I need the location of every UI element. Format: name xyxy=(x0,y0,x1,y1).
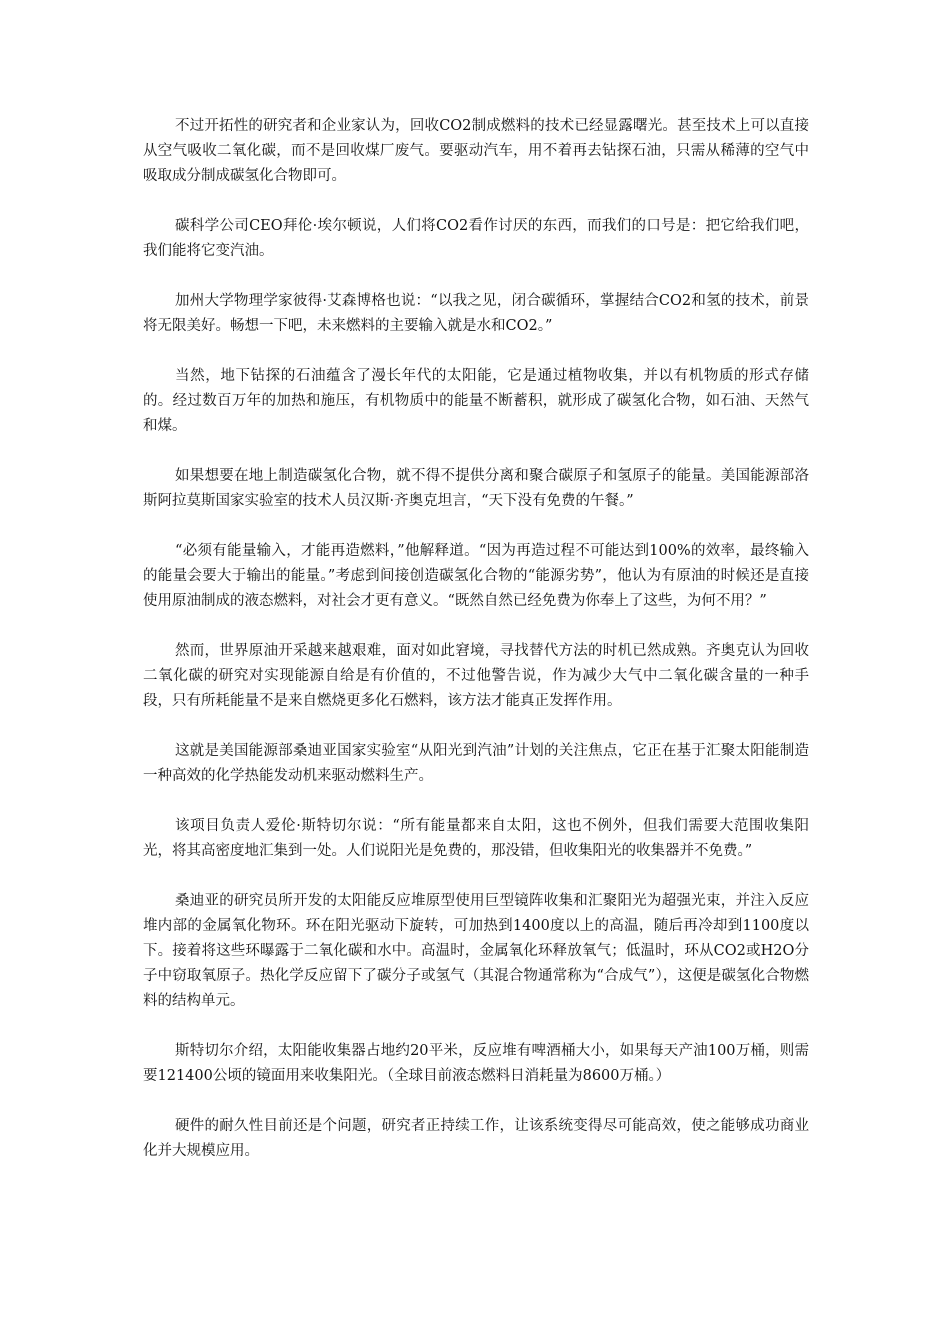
paragraph-2: 碳科学公司CEO拜伦·埃尔顿说，人们将CO2看作讨厌的东西，而我们的口号是：把它给我们吧，我们能将它变汽油。 xyxy=(143,218,809,259)
paragraph-7: 然而，世界原油开采越来越艰难，面对如此窘境，寻找替代方法的时机已然成熟。齐奥克认为回收二氧化碳的研究对实现能源自给是有价值的，不过他警告说，作为减少大气中二氧化碳含量的一种手段，只有所耗能量不是来自燃烧更多化石燃料，该方法才能真正发挥作用。 xyxy=(143,643,809,709)
paragraph-12: 硬件的耐久性目前还是个问题，研究者正持续工作，让该系统变得尽可能高效，使之能够成功商业化并大规模应用。 xyxy=(143,1118,809,1159)
paragraph-1: 不过开拓性的研究者和企业家认为，回收CO2制成燃料的技术已经显露曙光。甚至技术上可以直接从空气吸收二氧化碳，而不是回收煤厂废气。要驱动汽车，用不着再去钻探石油，只需从稀薄的空气中吸取成分制成碳氢化合物即可。 xyxy=(143,118,809,184)
paragraph-9: 该项目负责人爱伦·斯特切尔说：“所有能量都来自太阳，这也不例外，但我们需要大范围收集阳光，将其高密度地汇集到一处。人们说阳光是免费的，那没错，但收集阳光的收集器并不免费。” xyxy=(143,818,809,859)
paragraph-4: 当然，地下钻探的石油蕴含了漫长年代的太阳能，它是通过植物收集，并以有机物质的形式存储的。经过数百万年的加热和施压，有机物质中的能量不断蓄积，就形成了碳氢化合物，如石油、天然气和煤。 xyxy=(143,368,809,434)
paragraph-11: 斯特切尔介绍，太阳能收集器占地约20平米，反应堆有啤酒桶大小，如果每天产油100万桶，则需要121400公顷的镜面用来收集阳光。（全球目前液态燃料日消耗量为8600万桶。） xyxy=(143,1043,809,1084)
paragraph-10: 桑迪亚的研究员所开发的太阳能反应堆原型使用巨型镜阵收集和汇聚阳光为超强光束，并注入反应堆内部的金属氧化物环。环在阳光驱动下旋转，可加热到1400度以上的高温，随后再冷却到1100度以下。接着将这些环曝露于二氧化碳和水中。高温时，金属氧化环释放氧气；低温时，环从CO2或H2O分子中窃取氧原子。热化学反应留下了碳分子或氢气（其混合物通常称为“合成气”），这便是碳氢化合物燃料的结构单元。 xyxy=(143,893,809,1009)
paragraph-6: “必须有能量输入，才能再造燃料，”他解释道。“因为再造过程不可能达到100%的效率，最终输入的能量会要大于输出的能量。”考虑到间接创造碳氢化合物的“能源劣势”，他认为有原油的时候还是直接使用原油制成的液态燃料，对社会才更有意义。“既然自然已经免费为你奉上了这些，为何不用？” xyxy=(143,543,809,609)
paragraph-3: 加州大学物理学家彼得·艾森博格也说：“以我之见，闭合碳循环，掌握结合CO2和氢的技术，前景将无限美好。畅想一下吧，未来燃料的主要输入就是水和CO2。” xyxy=(143,293,809,334)
paragraph-5: 如果想要在地上制造碳氢化合物，就不得不提供分离和聚合碳原子和氢原子的能量。美国能源部洛斯阿拉莫斯国家实验室的技术人员汉斯·齐奥克坦言，“天下没有免费的午餐。” xyxy=(143,468,809,509)
paragraph-8: 这就是美国能源部桑迪亚国家实验室“从阳光到汽油”计划的关注焦点，它正在基于汇聚太阳能制造一种高效的化学热能发动机来驱动燃料生产。 xyxy=(143,743,809,784)
document-body xyxy=(143,114,809,1189)
